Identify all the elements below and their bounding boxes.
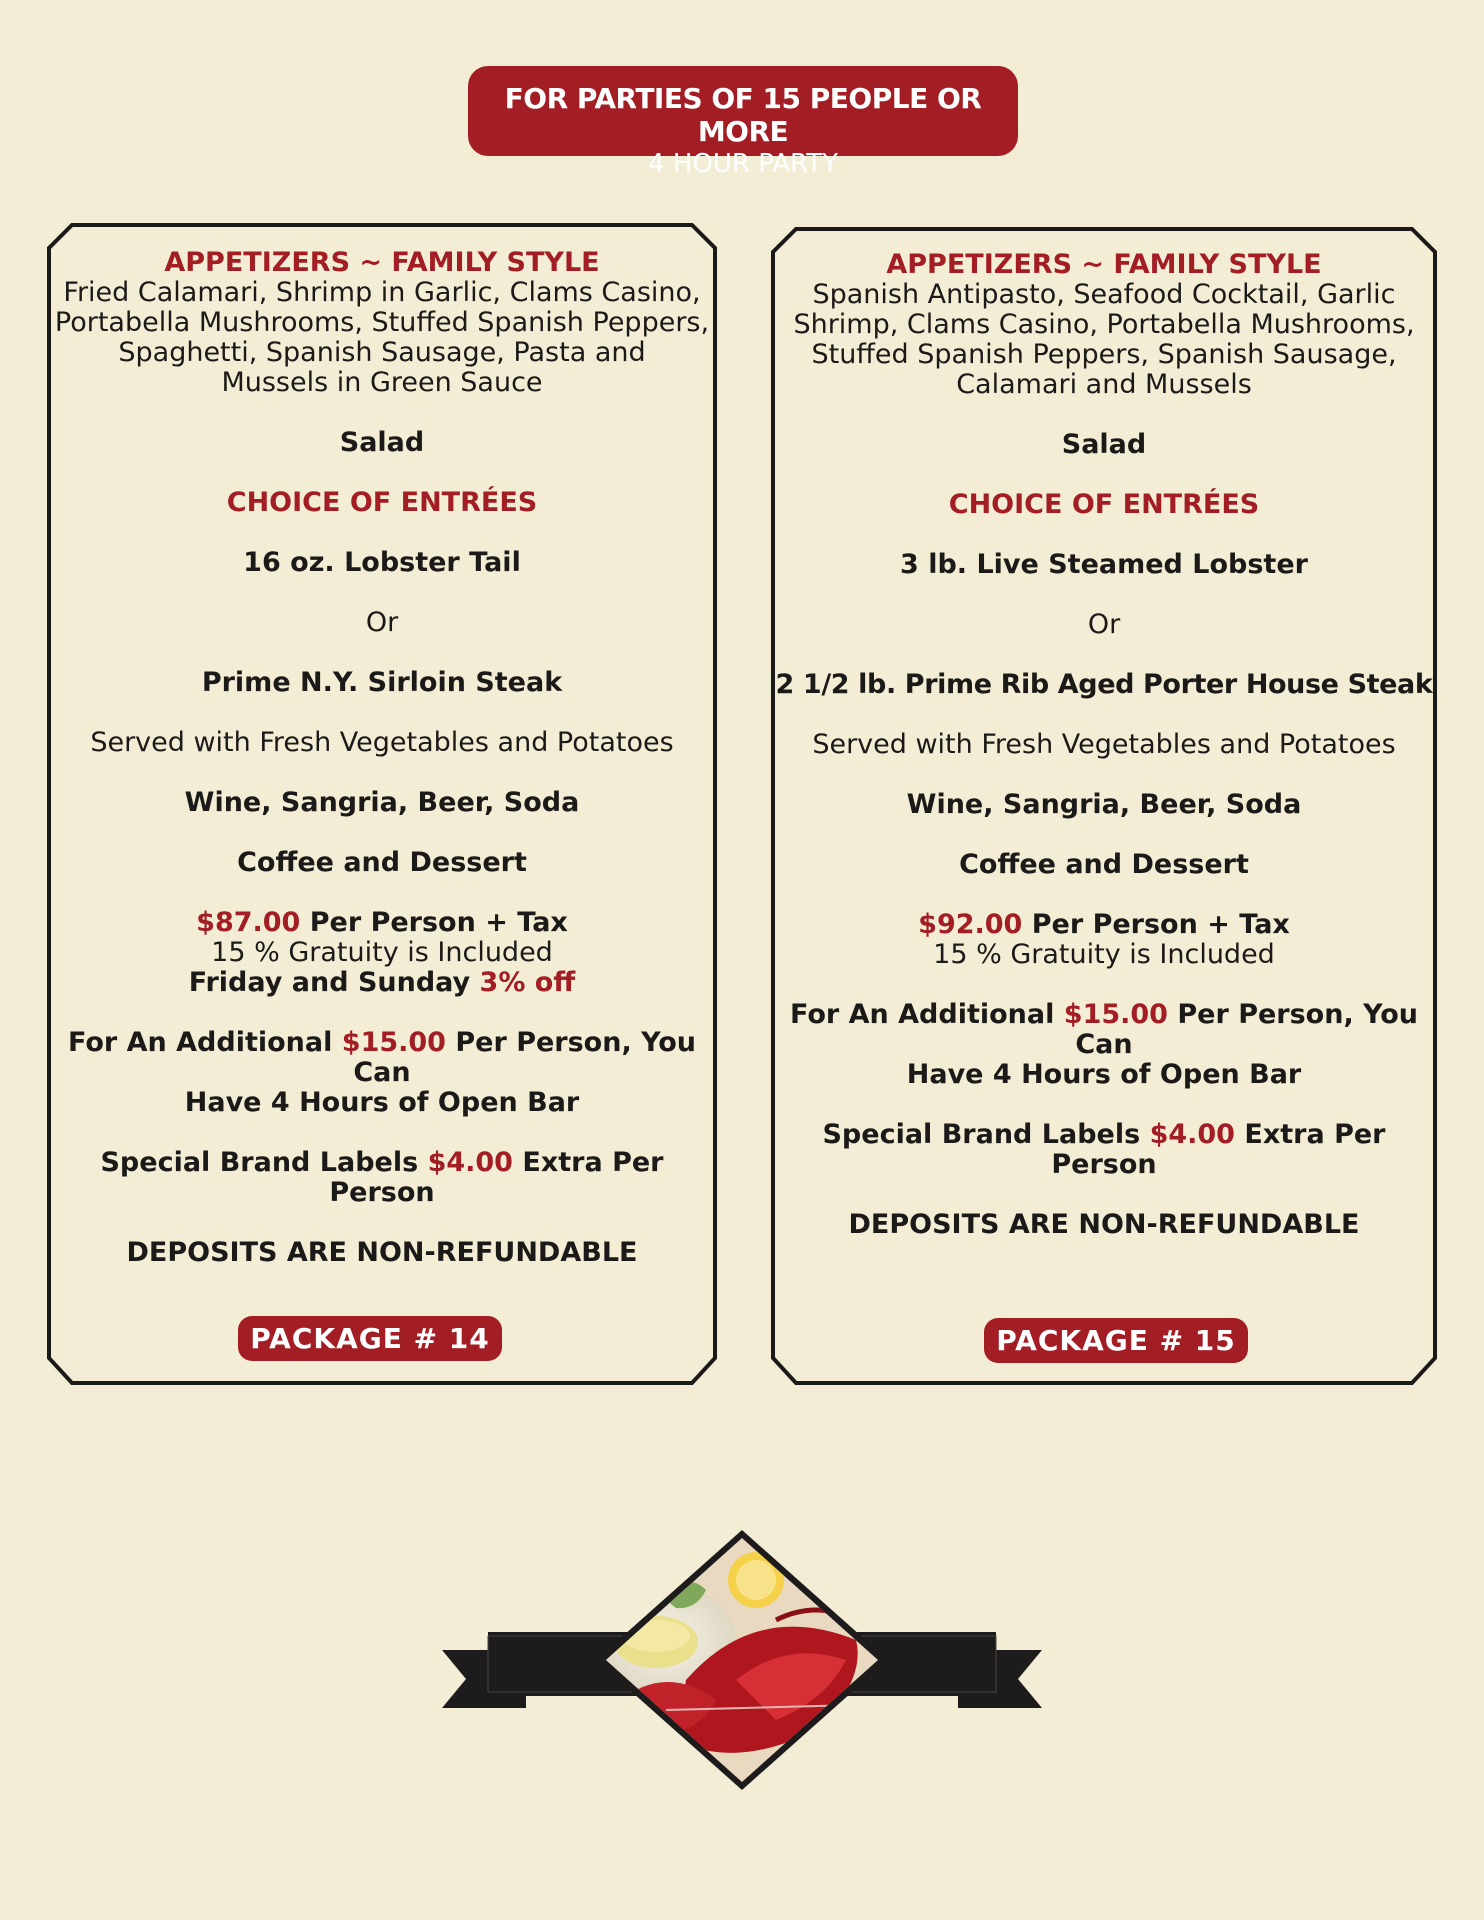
appetizers-title: APPETIZERS ~ FAMILY STYLE: [164, 247, 600, 278]
entree-option-2: 2 1/2 lb. Prime Rib Aged Porter House Steak: [775, 669, 1433, 700]
open-bar-line-2: Have 4 Hours of Open Bar: [906, 1059, 1302, 1090]
appetizers-title: APPETIZERS ~ FAMILY STYLE: [886, 249, 1322, 280]
discount-line: [46, 968, 718, 998]
brand-post: Extra Per Person: [329, 1147, 664, 1208]
entrees-title: CHOICE OF ENTRÉES: [948, 489, 1260, 520]
sides-text: Served with Fresh Vegetables and Potatoes: [812, 729, 1396, 760]
brand-price: $4.00: [1149, 1119, 1235, 1150]
entree-option-2: Prime N.Y. Sirloin Steak: [201, 667, 563, 698]
header-banner: [468, 66, 1018, 179]
appetizers-line: Mussels in Green Sauce: [221, 367, 543, 398]
open-bar-pre: For An Additional: [790, 999, 1064, 1030]
appetizers-line: Calamari and Mussels: [956, 369, 1252, 400]
package-card-14: [46, 222, 718, 1386]
price-suffix: Per Person + Tax: [300, 907, 568, 938]
entree-option-1: 16 oz. Lobster Tail: [243, 547, 521, 578]
discount-days: Friday and Sunday: [188, 967, 480, 998]
appetizers-line: Fried Calamari, Shrimp in Garlic, Clams Casino,: [63, 277, 701, 308]
gratuity-text: 15 % Gratuity is Included: [933, 939, 1275, 970]
card-content: [46, 222, 718, 1361]
package-label: PACKAGE # 15: [984, 1318, 1248, 1363]
sides-text: Served with Fresh Vegetables and Potatoes: [90, 727, 674, 758]
appetizers-line: Spanish Antipasto, Seafood Cocktail, Garlic: [812, 279, 1396, 310]
card-content: [770, 226, 1438, 1363]
brand-pre: Special Brand Labels: [100, 1147, 428, 1178]
discount-value: 3% off: [479, 967, 576, 998]
drinks-text: Wine, Sangria, Beer, Soda: [906, 789, 1302, 820]
package-label: PACKAGE # 14: [238, 1316, 502, 1361]
price-line: [46, 908, 718, 938]
or-text: Or: [1087, 609, 1121, 640]
open-bar-pre: For An Additional: [68, 1027, 342, 1058]
brand-post: Extra Per Person: [1051, 1119, 1386, 1180]
appetizers-line: Spaghetti, Spanish Sausage, Pasta and: [118, 337, 646, 368]
lobster-dish-image: [596, 1530, 896, 1790]
price-line: [770, 910, 1438, 940]
brand-labels-line: [46, 1148, 718, 1208]
lobster-ribbon-decoration: [436, 1530, 1048, 1792]
open-bar-post: Per Person, You Can: [1075, 999, 1418, 1060]
brand-pre: Special Brand Labels: [822, 1119, 1150, 1150]
open-bar-price: $15.00: [341, 1027, 446, 1058]
open-bar-line: [770, 1000, 1438, 1060]
deposits-notice: DEPOSITS ARE NON-REFUNDABLE: [126, 1237, 638, 1268]
gratuity-text: 15 % Gratuity is Included: [211, 937, 553, 968]
entrees-title: CHOICE OF ENTRÉES: [226, 487, 538, 518]
entree-option-1: 3 lb. Live Steamed Lobster: [900, 549, 1308, 580]
salad: Salad: [339, 427, 425, 458]
brand-labels-line: [770, 1120, 1438, 1180]
price-suffix: Per Person + Tax: [1022, 909, 1290, 940]
price: $87.00: [196, 907, 301, 938]
open-bar-line: [46, 1028, 718, 1088]
drinks-text: Wine, Sangria, Beer, Soda: [184, 787, 580, 818]
open-bar-price: $15.00: [1063, 999, 1168, 1030]
open-bar-line-2: Have 4 Hours of Open Bar: [184, 1087, 580, 1118]
dessert-text: Coffee and Dessert: [959, 849, 1249, 880]
appetizers-line: Shrimp, Clams Casino, Portabella Mushrooms,: [793, 309, 1415, 340]
banner-subtitle: 4 HOUR PARTY: [648, 149, 838, 179]
open-bar-post: Per Person, You Can: [353, 1027, 696, 1088]
banner-title: FOR PARTIES OF 15 PEOPLE OR MORE: [504, 82, 982, 148]
or-text: Or: [365, 607, 399, 638]
appetizers-line: Portabella Mushrooms, Stuffed Spanish Peppers,: [54, 307, 710, 338]
brand-price: $4.00: [427, 1147, 513, 1178]
salad: Salad: [1061, 429, 1147, 460]
deposits-notice: DEPOSITS ARE NON-REFUNDABLE: [848, 1209, 1360, 1240]
package-card-15: [770, 226, 1438, 1386]
dessert-text: Coffee and Dessert: [237, 847, 527, 878]
price: $92.00: [918, 909, 1023, 940]
appetizers-line: Stuffed Spanish Peppers, Spanish Sausage,: [811, 339, 1397, 370]
